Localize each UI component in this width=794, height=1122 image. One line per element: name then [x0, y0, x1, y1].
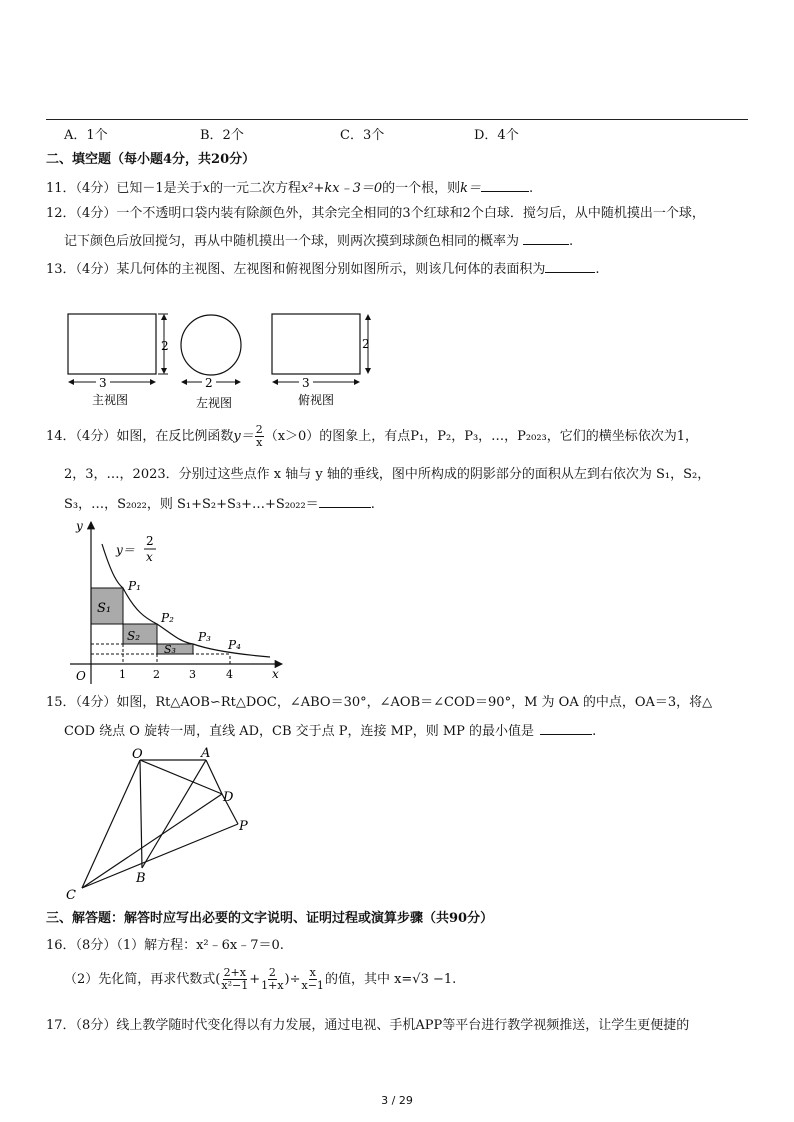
paren: ): [284, 972, 290, 987]
tick-4: 4: [226, 668, 233, 681]
func-label: y＝: [116, 543, 135, 557]
q11-post: 的一个根，则: [382, 181, 461, 196]
q12-end: .: [569, 234, 574, 249]
q11-end: .: [529, 181, 534, 196]
y-axis-label: y: [76, 519, 83, 533]
q12-text: 记下颜色后放回搅匀，再从中随机摸出一个球，则两次摸到球颜色相同的概率为: [64, 234, 520, 249]
q15-text: COD 绕点 O 旋转一周，直线 AD，CB 交于点 P，连接 MP，则 MP 的最小值是: [64, 724, 535, 739]
top-view-label: 俯视图: [298, 393, 335, 407]
tick-2: 2: [153, 668, 160, 681]
question-15-line2: [64, 721, 596, 741]
top-rule: [46, 119, 748, 120]
q11-text: 11．（4分）已知－1是关于: [46, 181, 203, 196]
x-axis-label: x: [272, 667, 279, 681]
dim-front-width: 3: [99, 376, 107, 390]
divide-sign: ÷: [289, 972, 301, 987]
point-c-label: C: [66, 888, 76, 903]
question-16-line1: 16．（8分）（1）解方程：x²﹣6x﹣7＝0.: [46, 938, 284, 953]
p3-label: P₃: [198, 630, 211, 644]
point-d-label: D: [223, 790, 234, 805]
left-view-label: 左视图: [196, 396, 233, 410]
option-c: C．3个: [340, 128, 385, 143]
q15-end: .: [592, 724, 597, 739]
front-view-rect: [68, 314, 156, 374]
section3-title: 三、解答题：解答时应写出必要的文字说明、证明过程或演算步骤（共90分）: [46, 911, 494, 926]
dim-top-width: 3: [302, 376, 310, 390]
question-11: [46, 178, 533, 198]
point-o-label: O: [132, 747, 143, 762]
answer-blank: [523, 231, 569, 245]
point-p-label: P: [239, 819, 248, 834]
answer-blank: [545, 259, 595, 273]
q14-func: y＝: [233, 429, 254, 444]
q16-post: 的值，其中 x=√3 −1.: [324, 972, 457, 987]
func-den: x: [146, 550, 153, 564]
question-13: [46, 259, 599, 279]
left-view-circle: [181, 315, 241, 375]
point-a-label: A: [201, 746, 211, 761]
question-15-line1: 15．（4分）如图，Rt△AOB∽Rt△DOC，∠ABO＝30°，∠AOB＝∠COD＝90°，M 为 OA 的中点，OA＝3，将△: [46, 695, 713, 710]
tick-3: 3: [189, 668, 196, 681]
q11-equation: x²+kx﹣3＝0: [300, 181, 383, 196]
answer-blank: [481, 178, 529, 192]
segment-ob: [140, 760, 142, 868]
frac-den: x−1: [301, 979, 324, 992]
front-view-label: 主视图: [92, 393, 129, 407]
option-b: B．2个: [200, 128, 244, 143]
frac-num: x: [309, 966, 316, 979]
q11-k: k＝: [460, 181, 482, 196]
paren: (: [215, 972, 221, 987]
q11-var: x: [202, 181, 210, 196]
inverse-function-graph: [60, 516, 290, 688]
question-14-line1: [46, 424, 698, 449]
q14-end: .: [370, 497, 375, 512]
tick-1: 1: [119, 668, 126, 681]
fraction: [261, 967, 283, 992]
question-12-line1: 12．（4分）一个不透明口袋内装有除颜色外，其余完全相同的3个红球和2个白球．搅匀后，从中随机摸出一个球，: [46, 206, 705, 221]
p2-label: P₂: [161, 611, 174, 625]
fraction: [255, 424, 264, 449]
page-number: 3 / 29: [381, 1094, 413, 1107]
s2-label: S₂: [127, 629, 141, 643]
question-17: 17．（8分）线上教学随时代变化得以有力发展，通过电视、手机APP等平台进行教学视频推送，让学生更便捷的: [46, 1018, 690, 1033]
top-view-rect: [272, 314, 360, 374]
geometry-figure: [60, 742, 270, 907]
q14-points: P₁，P₂，P₃，…，P₂₀₂₃，它们的横坐标依次为1，: [410, 429, 699, 444]
dim-top-height: 2: [362, 337, 370, 351]
p1-label: P₁: [128, 579, 141, 593]
plus-sign: +: [249, 972, 261, 987]
q14-sum: S₃，…，S₂₀₂₂，则 S₁+S₂+S₃+…+S₂₀₂₂＝: [64, 497, 319, 512]
frac-num: 2+x: [223, 966, 246, 979]
q11-mid: 的一元二次方程: [209, 181, 301, 196]
frac-den: x²−1: [221, 979, 249, 992]
point-b-label: B: [136, 871, 146, 886]
q13-text: 13．（4分）某几何体的主视图、左视图和俯视图分别如图所示，则该几何体的表面积为: [46, 262, 546, 277]
s1-label: S₁: [97, 601, 112, 616]
fraction: [302, 967, 324, 992]
segment-od: [140, 760, 222, 794]
three-view-figure: [60, 306, 385, 416]
frac-den: x: [256, 436, 263, 449]
segment-cp: [82, 824, 238, 888]
q13-end: .: [595, 262, 600, 277]
dim-front-height: 2: [161, 339, 169, 353]
fraction: [221, 967, 248, 992]
figure-lines: [82, 760, 238, 888]
q16-text: （2）先化简，再求代数式: [64, 972, 216, 987]
segment-ab: [142, 760, 206, 868]
q14-cond: （x＞0）的图象上，有点: [264, 429, 411, 444]
question-14-line2: 2，3，…，2023．分别过这些点作 x 轴与 y 轴的垂线，图中所构成的阴影部分的面积从左到右依次为 S₁，S₂，: [64, 467, 711, 482]
question-16-line2: [64, 966, 456, 994]
option-d: D．4个: [474, 128, 519, 143]
option-a: A．1个: [64, 128, 108, 143]
question-14-line3: [64, 494, 375, 514]
section2-title: 二、填空题（每小题4分，共20分）: [46, 152, 256, 167]
answer-blank: [540, 721, 592, 735]
question-12-line2: [64, 231, 573, 251]
s3-label: S₃: [164, 643, 176, 656]
frac-den: 1+x: [261, 979, 284, 992]
q14-text: 14．（4分）如图，在反比例函数: [46, 429, 234, 444]
p4-label: P₄: [228, 638, 241, 652]
frac-num: 2: [255, 423, 263, 436]
origin-label: O: [76, 669, 86, 683]
frac-num: 2: [268, 966, 276, 979]
answer-blank: [319, 494, 371, 508]
func-num: 2: [146, 534, 154, 548]
dim-left-width: 2: [205, 376, 213, 390]
